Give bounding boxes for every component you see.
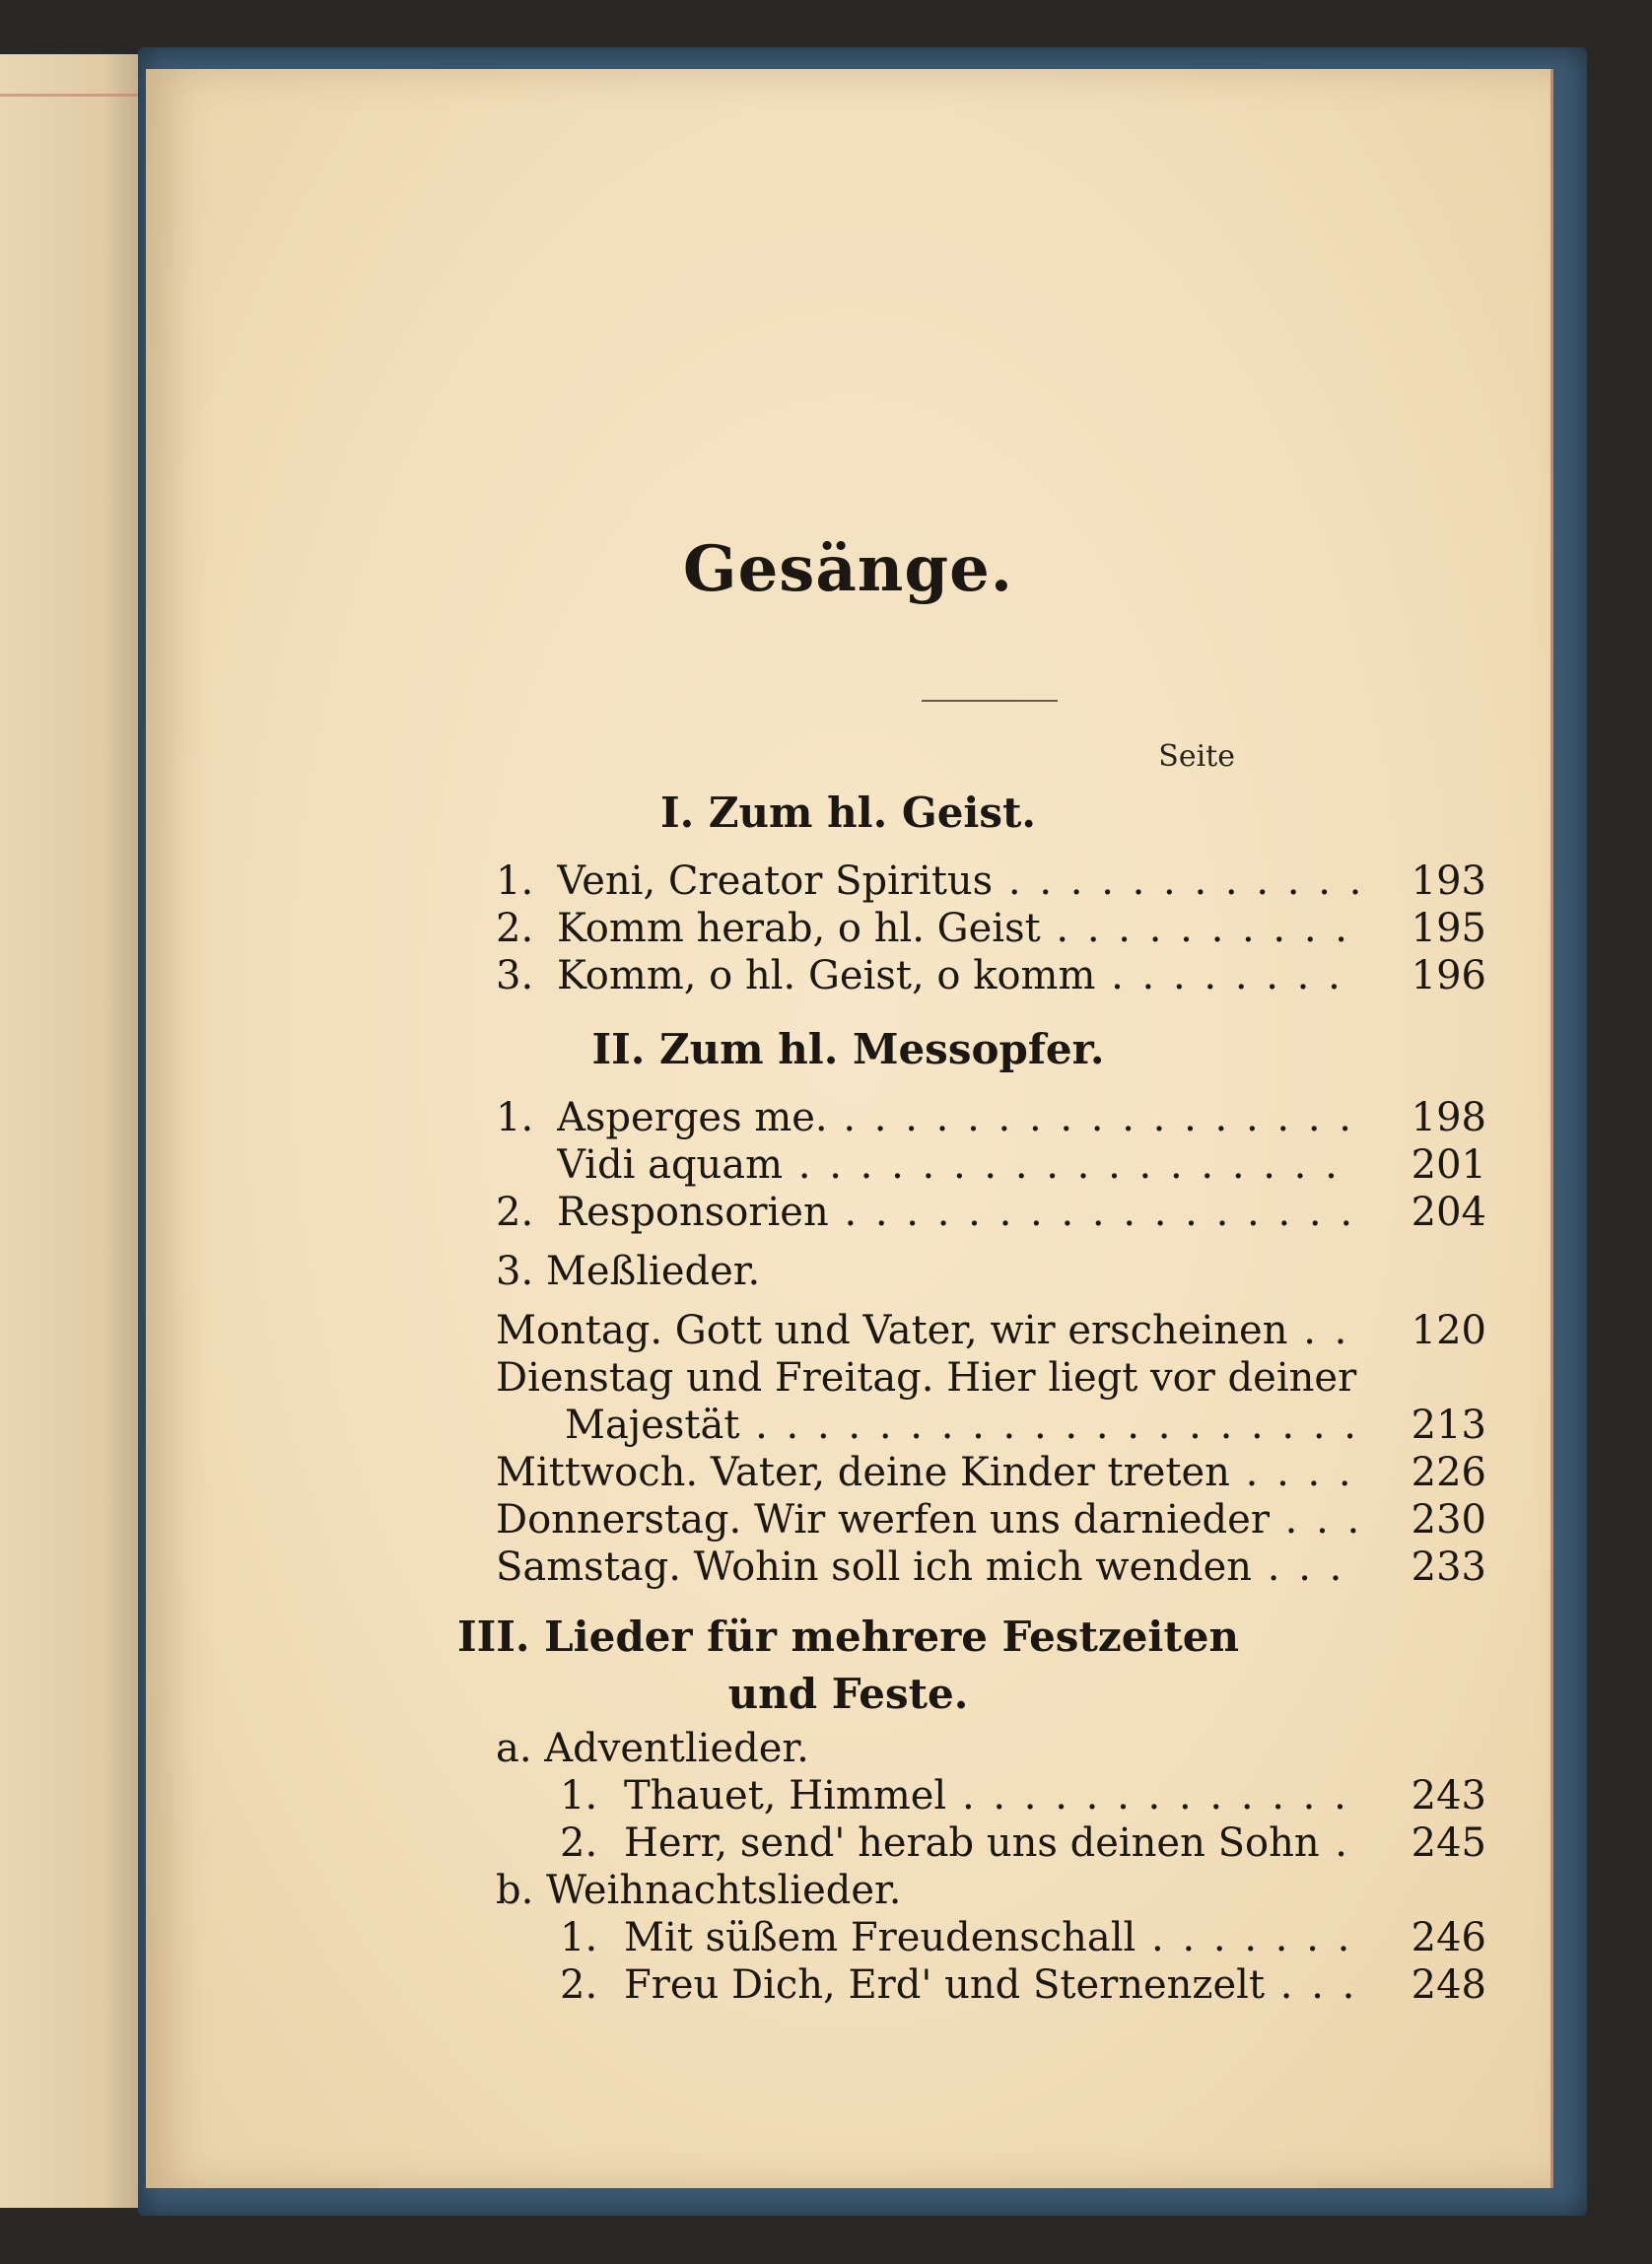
section-heading-3-line1: III. Lieder für mehrere Festzeiten [456,1612,1240,1661]
book-page [146,69,1553,2188]
toc-entry: 2. Freu Dich, Erd' und Sternenzelt . . . 248 [496,1961,1486,2009]
toc-entry: 2. Komm herab, o hl. Geist . . . 195 [496,905,1486,952]
toc-entry: Samstag. Wohin soll ich mich wenden . . . 233 [496,1544,1486,1591]
toc-entry: Majestät . . . 213 [496,1402,1486,1449]
subsection-heading: 3. Meßlieder. [496,1249,761,1294]
toc-entry: Montag. Gott und Vater, wir erscheinen . . . 120 [496,1307,1486,1354]
subsection-heading: a. Adventlieder. [496,1726,809,1771]
section-heading-1: I. Zum hl. Geist. [659,789,1037,837]
toc-entry: Mittwoch. Vater, deine Kinder treten . . . 226 [496,1449,1486,1496]
section-heading-3-line2: und Feste. [727,1670,969,1718]
left-page-edge [0,54,150,2208]
toc-entry: 1. Thauet, Himmel . . . 243 [496,1772,1486,1819]
title-rule [922,700,1058,702]
toc-entry: 2. Herr, send' herab uns deinen Sohn . . . 245 [496,1819,1486,1867]
toc-entry: 1. Mit süßem Freudenschall . . . 246 [496,1914,1486,1961]
subsection-heading: b. Weihnachtslieder. [496,1868,902,1913]
toc-entry: 1. Asperges me. . . . 198 [496,1094,1486,1141]
toc-entry: Vidi aquam . . . 201 [496,1141,1486,1189]
page-column-label: Seite [1158,739,1235,774]
section-heading-2: II. Zum hl. Messopfer. [591,1025,1105,1073]
toc-entry: 3. Komm, o hl. Geist, o komm . . . 196 [496,952,1486,999]
toc-entry: Donnerstag. Wir werfen uns darnieder . . . 230 [496,1496,1486,1544]
toc-entry: 1. Veni, Creator Spiritus . . . 193 [496,858,1486,905]
toc-entry: Dienstag und Freitag. Hier liegt vor deiner [496,1355,1357,1401]
toc-entry: 2. Responsorien . . . 204 [496,1189,1486,1236]
page-title: Gesänge. [682,532,1014,606]
